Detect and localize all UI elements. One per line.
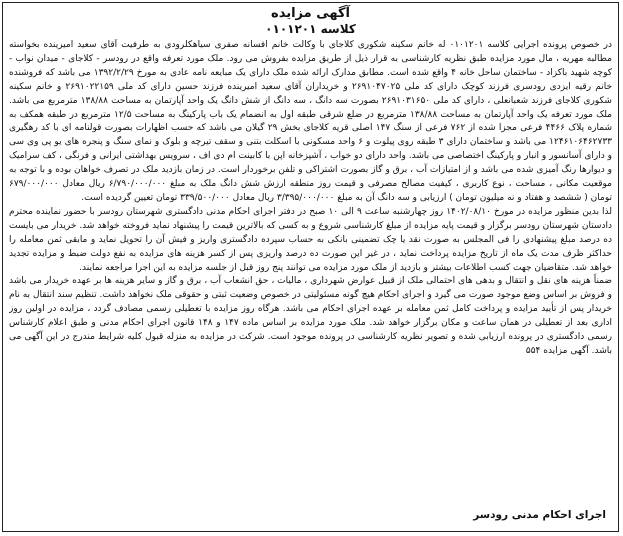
case-number: کلاسه ۰۱۰۱۲۰۱ [265, 22, 356, 36]
notice-paragraph: لذا بدین منظور مزایده در مورخ ۱۴۰۲/۰۸/۱۰ روز چهارشنبه ساعت ۹ الی ۱۰ صبح در دفتر اجرای احکام مدنی دادگستری شهرستان رودسر با حضور نماینده محترم دادستان شهرستان رودسر برگزار و قیمت پایه مزایده از مبلغ کارشناسی شروع و به کسی که بالاترین قیمت را پیشنهاد نماید فروخته خواهد شد. خریدار می بایست ده درصد مبلغ پیشنهادی را فی المجلس به صورت نقد یا چک تضمینی بانکی به حساب سپرده دادگستری واریز و فیش آن را تحویل نماید و مابقی ثمن معامله را حداکثر ظرف مدت یک ماه از تاریخ مزایده پرداخت نماید ، در غیر این صورت ده درصد واریزی پس از کسر هزینه های مزایده به نفع دولت ضبط و مزایده تجدید خواهد شد. متقاضیان جهت کسب اطلاعات بیشتر و بازدید از ملک مورد مزایده می توانند پنج روز قبل از جلسه مزایده به این اجرا مراجعه نمایند. [9, 206, 612, 273]
notice-body [9, 39, 612, 495]
notice-paragraph: ضمناً هزینه های نقل و انتقال و بدهی های احتمالی ملک از قبیل عوارض شهرداری ، مالیات ، حق انشعاب آب ، برق و گاز و سایر هزینه ها بر عهده خریدار می باشد و فروش بر اساس وضع موجود صورت می گیرد و اجرای احکام هیچ گونه مسئولیتی در خصوص وضعیت ثبتی و حقوقی ملک نخواهد داشت. تنظیم سند انتقال به نام خریدار پس از تأیید مزایده و پرداخت کامل ثمن معامله بر عهده اجرای احکام می باشد. هرگاه روز مزایده با تعطیلی رسمی مصادف گردد ، مزایده در اولین روز اداری بعد از تعطیلی در همان ساعت و مکان برگزار خواهد شد. ملک مورد مزایده بر اساس ماده ۱۴۷ و ۱۴۸ قانون اجرای احکام مدنی و طبق اعلام کارشناس رسمی دادگستری در پرونده ارزیابی شده و تصویر نظریه کارشناسی در پرونده موجود است. شرکت در مزایده به منزله قبول کلیه شرایط مندرج در این آگهی می باشد. آگهی مزایده ۵۵۴ [9, 276, 612, 356]
notice-frame [2, 2, 619, 532]
notice-title: آگهی مزایده [271, 6, 350, 21]
issuer-signature: اجرای احکام مدنی رودسر [473, 509, 606, 521]
notice-header [3, 3, 618, 37]
notice-paragraph: در خصوص پرونده اجرایی کلاسه ۰۱۰۱۲۰۱ له خانم سکینه شکوری کلاجای با وکالت خانم افسانه صفری سیاهکلرودی به طرفیت آقای سعید امیرینده بخواسته مطالبه مهریه ، مال مورد مزایده طبق نظریه کارشناسی به قرار ذیل از طریق مزایده بفروش می رود. ملک مورد تعرفه واقع در رودسر - کلاجای - میدان نواب - کوچه شهید باکزاد - ساختمان ساحل خانه ۴ واقع شده است. مطابق مدارک ارائه شده ملک دارای یک مبایعه نامه عادی به مورخ ۱۳۹۲/۲/۲۹ می باشد که فروشنده خانم رقیه ایزدی رودسری فرزند کوچک دارای کد ملی ۲۶۹۱۰۴۷۰۲۵ و خریداران آقای سعید امیرینده فرزند حسین دارای کد ملی ۲۶۹۱۰۲۲۱۵۹ و خانم سکینه شکوری کلاجای فرزند شعبانعلی ، دارای کد ملی ۲۶۹۱۰۳۱۶۵۰ بصورت سه دانگ ، سه دانگ از شش دانگ یک واحد آپارتمان به مساحت ۱۳۸/۸۸ مترمربع می باشد. ملک مورد تعرفه یک واحد آپارتمان به مساحت ۱۳۸/۸۸ مترمربع در ضلع شرقی طبقه اول به انضمام یک باب پارکینگ به مساحت ۱۲/۵ مترمربع در طبقه همکف به شماره پلاک ۴۴۶۶ فرعی مجزا شده از ۷۶۲ فرعی از سنگ ۱۴۷ اصلی قریه کلاجای بخش ۲۹ گیلان می باشد که حسب اظهارات بصورت قولنامه ای با کد رهگیری ۱۲۴۶۱۰۶۴۶۲۷۳۳ می باشد و ساختمان دارای ۳ طبقه روی پیلوت و ۶ واحد مسکونی با اسکلت بتنی و سقف تیرچه و بلوک و نمای سنگ و پنجره های یو پی وی سی و دارای آسانسور و انبار و پارکینگ اختصاصی می باشد. واحد دارای دو خواب ، آشپزخانه اپن با کابینت ام دی اف ، سرویس بهداشتی ایرانی و فرنگی ، کف سرامیک و دیوارها رنگ آمیزی شده می باشد و از امتیازات آب ، برق و گاز بصورت اشتراکی و تلفن برخوردار است. در زمان بازدید ملک در تصرف خواهان بوده و با توجه به موقعیت مکانی ، مساحت ، نوع کاربری ، کیفیت مصالح مصرفی و قیمت روز منطقه ارزش شش دانگ ملک به مبلغ ۶/۷۹۰/۰۰۰/۰۰۰ ریال معادل ۶۷۹/۰۰۰/۰۰۰ تومان ( ششصد و هفتاد و نه میلیون تومان ) ارزیابی و سه دانگ آن به مبلغ ۳/۳۹۵/۰۰۰/۰۰۰ ریال معادل ۳۳۹/۵۰۰/۰۰۰ تومان تعیین گردیده است. [9, 40, 612, 203]
